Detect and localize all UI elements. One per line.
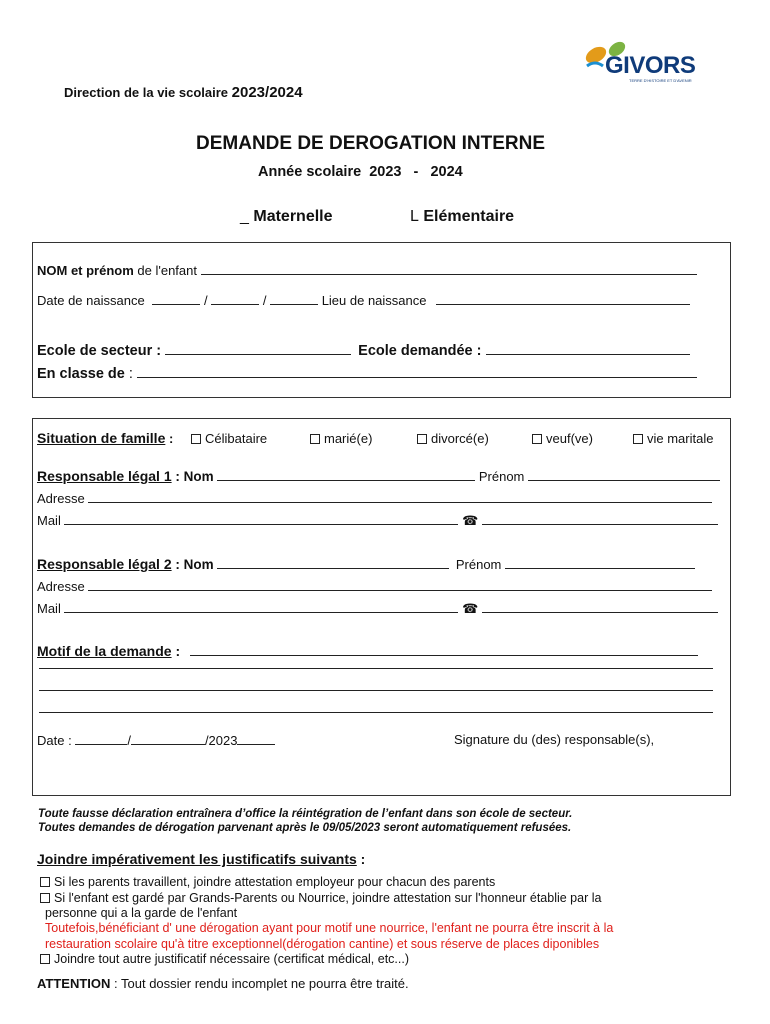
checkbox-celibataire[interactable]: Célibataire	[191, 431, 267, 446]
warning-line-2: Toutes demandes de dérogation parvenant après le 09/05/2023 seront automatiquement refusées.	[38, 822, 572, 834]
date-day-field[interactable]	[75, 732, 127, 745]
checkbox-vie-maritale[interactable]: vie maritale	[633, 431, 713, 446]
class-field[interactable]	[137, 365, 697, 378]
resp2-mail-field[interactable]	[64, 600, 458, 613]
page-title: DEMANDE DE DEROGATION INTERNE	[196, 133, 546, 154]
birthplace-field[interactable]	[436, 292, 690, 305]
resp1-address-field[interactable]	[88, 490, 712, 503]
birth-year-field[interactable]	[270, 292, 318, 305]
ecole-demandee-field[interactable]	[486, 342, 690, 355]
child-name-row: NOM et prénom de l'enfant	[37, 262, 697, 278]
date-month-field[interactable]	[131, 732, 205, 745]
resp1-address-row: Adresse	[37, 490, 712, 506]
direction-header: Direction de la vie scolaire 2023/2024	[64, 84, 303, 101]
attention-notice: ATTENTION : Tout dossier rendu incomplet ne pourra être traité.	[37, 976, 409, 991]
checkbox-marie[interactable]: marié(e)	[310, 431, 372, 446]
cantine-note-2: restauration scolaire qu'à titre exceptionnel(dérogation cantine) et sous réserve de places diponibles	[45, 937, 600, 951]
givors-logo	[583, 38, 718, 86]
motif-line-2[interactable]	[39, 668, 713, 669]
telephone-icon: ☎	[462, 513, 479, 528]
justif-heading: Joindre impérativement les justificatifs suivants :	[37, 851, 366, 867]
warning-line-1: Toute fausse déclaration entraînera d’office la réintégration de l’enfant dans son école de secteur.	[38, 808, 573, 820]
schools-row: Ecole de secteur : Ecole demandée :	[37, 342, 690, 359]
motif-row: Motif de la demande :	[37, 643, 698, 659]
checkbox-divorce[interactable]: divorcé(e)	[417, 431, 489, 446]
ecole-secteur-field[interactable]	[165, 342, 351, 355]
family-situation-row: Situation de famille :	[37, 430, 174, 446]
birth-row: Date de naissance / / Lieu de naissance	[37, 292, 690, 308]
school-year: Année scolaire 2023 - 2024	[258, 164, 463, 180]
resp2-address-field[interactable]	[88, 578, 712, 591]
telephone-icon: ☎	[462, 601, 479, 616]
resp1-mail-field[interactable]	[64, 512, 458, 525]
justif-item-2-cont: personne qui a la garde de l'enfant	[45, 906, 238, 920]
resp2-phone-field[interactable]	[482, 600, 718, 613]
motif-line-3[interactable]	[39, 690, 713, 691]
class-row: En classe de :	[37, 365, 697, 382]
child-name-field[interactable]	[201, 262, 697, 275]
date-row: Date : / /2023	[37, 732, 275, 748]
resp1-phone-field[interactable]	[482, 512, 718, 525]
checkbox-veuf[interactable]: veuf(ve)	[532, 431, 593, 446]
birth-month-field[interactable]	[211, 292, 259, 305]
logo-tagline: TERRE D'HISTOIRE ET D'AVENIR	[629, 78, 692, 83]
motif-field[interactable]	[190, 643, 698, 656]
resp2-address-row: Adresse	[37, 578, 712, 594]
date-tail-line	[237, 732, 275, 745]
resp1-prenom-field[interactable]	[528, 468, 720, 481]
resp1-name-row: Responsable légal 1 : Nom Prénom	[37, 468, 720, 484]
justif-item-2[interactable]: Si l'enfant est gardé par Grands-Parents ou Nourrice, joindre attestation sur l'honneur établie par la	[40, 891, 601, 905]
resp2-name-row: Responsable légal 2 : Nom Prénom	[37, 556, 695, 572]
logo-wordmark: GIVORS	[605, 52, 696, 79]
resp1-nom-field[interactable]	[217, 468, 475, 481]
resp1-mail-row: Mail ☎	[37, 512, 718, 529]
justif-item-3[interactable]: Joindre tout autre justificatif nécessaire (certificat médical, etc...)	[40, 952, 409, 966]
option-elementaire[interactable]: L Elémentaire	[410, 208, 515, 225]
birth-day-field[interactable]	[152, 292, 200, 305]
resp2-prenom-field[interactable]	[505, 556, 695, 569]
motif-line-4[interactable]	[39, 712, 713, 713]
resp2-nom-field[interactable]	[217, 556, 449, 569]
justif-item-1[interactable]: Si les parents travaillent, joindre attestation employeur pour chacun des parents	[40, 875, 495, 889]
option-maternelle[interactable]: _ Maternelle	[240, 208, 333, 225]
resp2-mail-row: Mail ☎	[37, 600, 718, 617]
cantine-note-1: Toutefois,bénéficiant d' une dérogation ayant pour motif une nourrice, l'enfant ne pourra être inscrit à la	[45, 921, 614, 935]
signature-label: Signature du (des) responsable(s),	[454, 732, 655, 747]
